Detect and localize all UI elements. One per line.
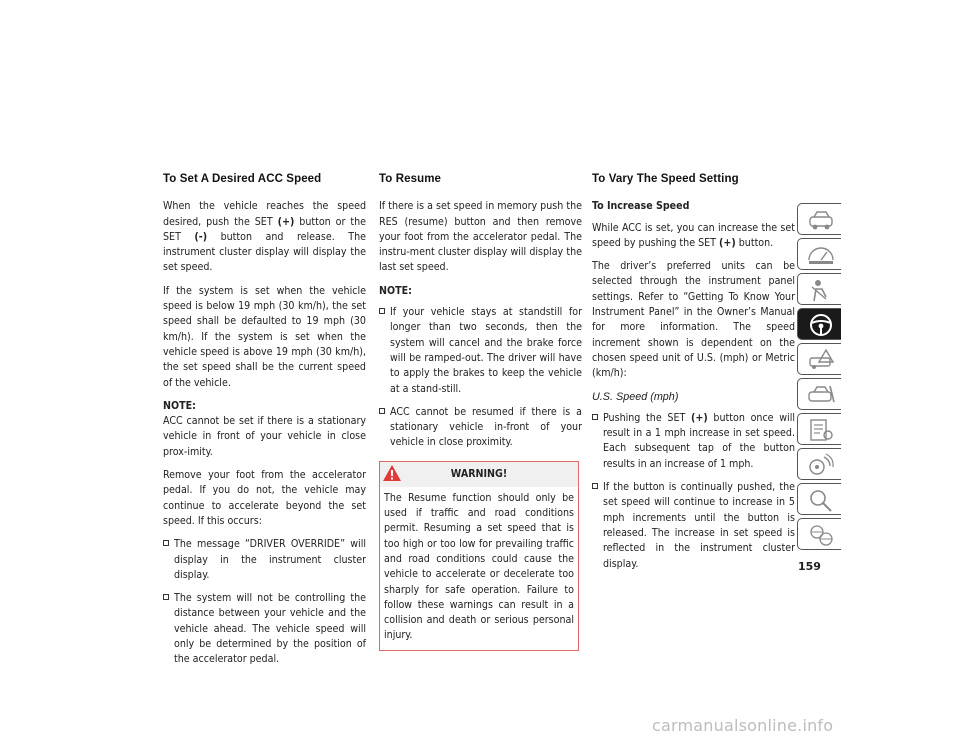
tab-vehicle-info[interactable]: [797, 203, 841, 235]
column-resume: [379, 172, 582, 651]
subheading-increase-speed: To Increase Speed: [592, 200, 690, 213]
checkbox-bullet-icon: [592, 483, 598, 489]
note-label: NOTE:: [379, 284, 412, 297]
column-vary-speed: [592, 172, 795, 580]
chapter-tabs: [797, 203, 843, 553]
watermark: carmanualsonline.info: [652, 716, 834, 735]
tab-service[interactable]: [797, 378, 841, 410]
list-item: If your vehicle stays at standstill for longer than two seconds, then the system will cancel and the brake force will be ramped-out. The driver will have to apply the brakes to keep the vehicle at a stand-still.: [379, 305, 582, 397]
bullet-list: [163, 537, 366, 667]
tab-emergency[interactable]: [797, 343, 841, 375]
dashboard-icon: [806, 242, 836, 268]
section-heading-resume: To Resume: [379, 173, 442, 185]
paragraph: While ACC is set, you can increase the set speed by pushing the SET (+) button.: [592, 221, 795, 249]
tab-safety[interactable]: [797, 273, 841, 305]
checkbox-bullet-icon: [163, 540, 169, 546]
steering-wheel-icon: [806, 312, 836, 338]
section-heading-vary-speed: To Vary The Speed Setting: [592, 173, 739, 185]
service-icon: [806, 382, 836, 408]
bullet-list: [379, 305, 582, 451]
tab-language[interactable]: [797, 518, 841, 550]
list-item: The message “DRIVER OVERRIDE” will display in the instrument cluster display.: [163, 537, 366, 583]
page-number: 159: [798, 560, 821, 573]
list-item: ACC cannot be resumed if there is a stationary vehicle in-front of your vehicle in close proximity.: [379, 405, 582, 451]
paragraph: When the vehicle reaches the speed desired, push the SET (+) button or the SET (-) button and release. The instrument cluster display will display the set speed.: [163, 200, 366, 274]
note-text: ACC cannot be set if there is a stationary vehicle in front of your vehicle in close prox-imity.: [163, 415, 366, 458]
multimedia-icon: [806, 452, 836, 478]
warning-triangle-icon: [382, 464, 402, 482]
tab-specifications[interactable]: [797, 413, 841, 445]
warning-text: The Resume function should only be used if traffic and road conditions permit. Resuming a set speed that is too high or too low for prevailing traffic and road conditions could cause the vehicle to accelerate or decelerate too sharply for safe operation. Failure to follow these warnings can result in a collision and death or serious personal injury.: [384, 491, 574, 642]
list-item: Pushing the SET (+) button once will result in a 1 mph increase in set speed. Each subsequent tap of the button results in an increase of 1 mph.: [592, 411, 795, 472]
emergency-icon: [806, 347, 836, 373]
paragraph: If the system is set when the vehicle speed is below 19 mph (30 km/h), the set speed shall be defaulted to 19 mph (30 km/h). If the system is set when the vehicle speed is above 19 mph (30 km/h), the set speed shall be the current speed of the vehicle.: [163, 284, 366, 389]
warning-header: [380, 462, 578, 487]
list-item: If the button is continually pushed, the set speed will continue to increase in 5 mph increments until the button is released. The increase in set speed is reflected in the instrument cluster display.: [592, 480, 795, 572]
tab-index[interactable]: [797, 483, 841, 515]
language-icon: [806, 522, 836, 548]
us-speed-label: U.S. Speed (mph): [592, 390, 679, 403]
paragraph: Remove your foot from the accelerator pedal. If you do not, the vehicle may continue to accelerate beyond the set speed. If this occurs:: [163, 469, 366, 527]
safety-icon: [806, 277, 836, 303]
tab-starting-operating[interactable]: [797, 308, 841, 340]
checkbox-bullet-icon: [379, 308, 385, 314]
vehicle-info-icon: [806, 207, 836, 233]
section-heading-set-speed: To Set A Desired ACC Speed: [163, 173, 322, 185]
column-set-speed: [163, 172, 366, 676]
checkbox-bullet-icon: [379, 408, 385, 414]
tab-dashboard[interactable]: [797, 238, 841, 270]
search-icon: [806, 487, 836, 513]
paragraph: The driver’s preferred units can be selected through the instrument panel settings. Refer to “Getting To Know Your Instrument Panel” in the Owner’s Manual for more information. The speed increment shown is dependent on the chosen speed unit of U.S. (mph) or Metric (km/h):: [592, 260, 795, 380]
checkbox-bullet-icon: [163, 594, 169, 600]
bullet-list: [592, 411, 795, 572]
specifications-icon: [806, 417, 836, 443]
checkbox-bullet-icon: [592, 414, 598, 420]
list-item: The system will not be controlling the distance between your vehicle and the vehicle ahead. The vehicle speed will only be determined by the position of the accelerator pedal.: [163, 591, 366, 667]
note-label: NOTE:: [163, 399, 196, 412]
warning-box: [379, 461, 579, 651]
paragraph: If there is a set speed in memory push the RES (resume) button and then remove your foot from the accelerator pedal. The instru-ment cluster display will display the last set speed.: [379, 200, 582, 274]
warning-title: WARNING!: [450, 467, 508, 480]
tab-multimedia[interactable]: [797, 448, 841, 480]
